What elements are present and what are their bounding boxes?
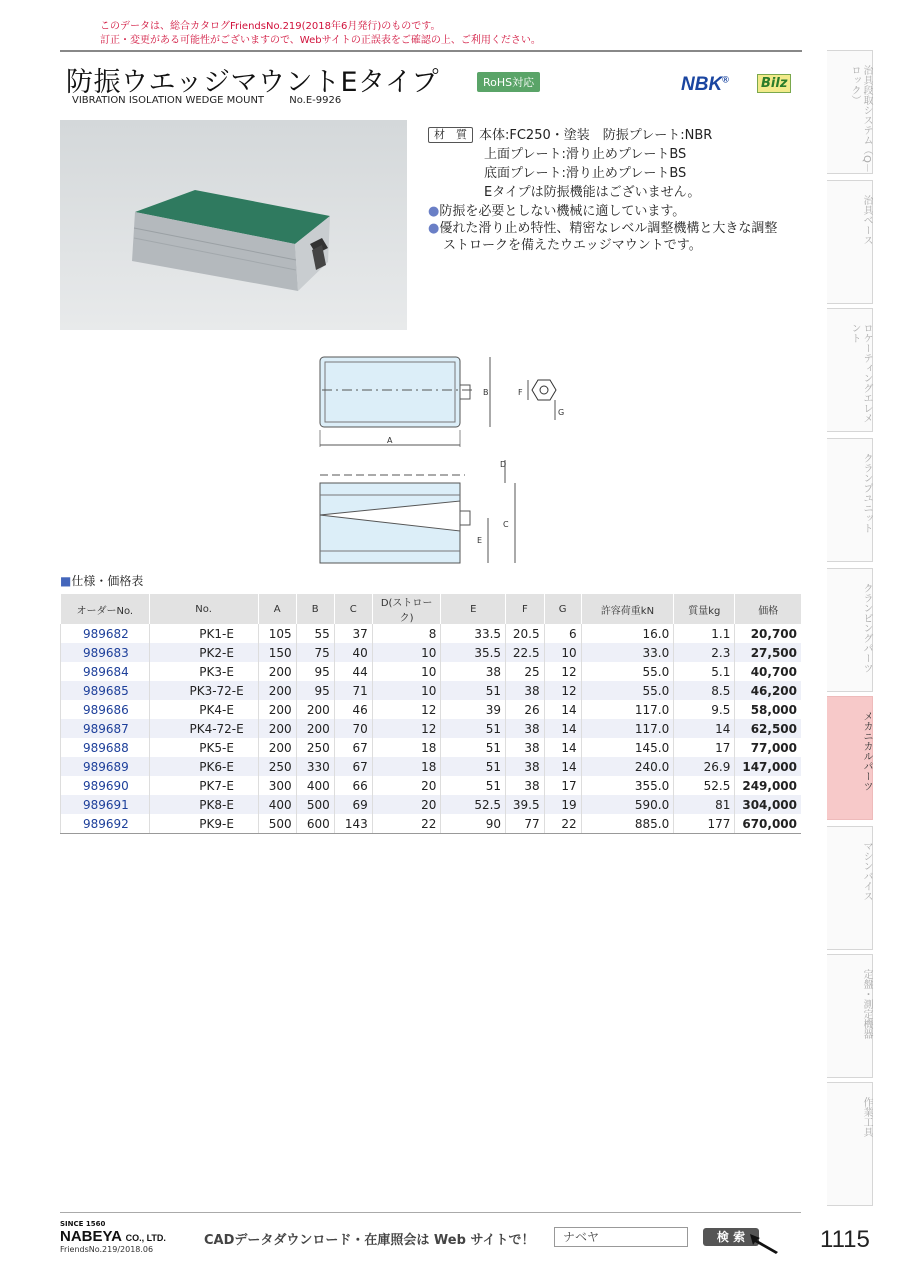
dimension-diagram — [300, 345, 580, 579]
g-cell: 14 — [544, 757, 581, 776]
catalog-number: No.E-9926 — [289, 95, 342, 106]
mass-cell: 81 — [674, 795, 735, 814]
load-cell: 590.0 — [581, 795, 674, 814]
subtitle — [72, 95, 341, 106]
order-no-cell: 989688 — [61, 738, 150, 757]
a-cell: 250 — [258, 757, 296, 776]
notice — [100, 20, 541, 48]
d-cell: 20 — [372, 776, 441, 795]
g-cell: 14 — [544, 719, 581, 738]
registered-mark: ® — [722, 74, 729, 85]
price-cell: 670,000 — [735, 814, 801, 834]
search-button[interactable]: 検 索 — [703, 1228, 759, 1246]
a-cell: 200 — [258, 662, 296, 681]
footer-rule — [60, 1212, 801, 1213]
order-no-cell: 989690 — [61, 776, 150, 795]
g-cell: 19 — [544, 795, 581, 814]
g-cell: 10 — [544, 643, 581, 662]
f-cell: 38 — [506, 681, 545, 700]
table-body — [61, 624, 802, 834]
load-cell: 117.0 — [581, 719, 674, 738]
mass-cell: 1.1 — [674, 624, 735, 643]
order-no-cell: 989692 — [61, 814, 150, 834]
price-cell: 40,700 — [735, 662, 801, 681]
order-no-cell: 989682 — [61, 624, 150, 643]
col-header-no: No. — [149, 594, 258, 624]
no-cell: PK8-E — [149, 795, 258, 814]
search-input[interactable]: ナベヤ — [554, 1227, 688, 1247]
index-tab-label: 治具ベース — [861, 195, 872, 245]
page-title: 防振ウエッジマウントEタイプ — [66, 67, 440, 98]
d-cell: 12 — [372, 700, 441, 719]
b-cell: 500 — [296, 795, 334, 814]
price-cell: 147,000 — [735, 757, 801, 776]
f-cell: 22.5 — [506, 643, 545, 662]
e-cell: 90 — [441, 814, 506, 834]
col-header-f: F — [506, 594, 545, 624]
load-cell: 240.0 — [581, 757, 674, 776]
f-cell: 20.5 — [506, 624, 545, 643]
b-cell: 75 — [296, 643, 334, 662]
no-cell: PK7-E — [149, 776, 258, 795]
col-header-order-no: オーダーNo. — [61, 594, 150, 624]
col-header-load: 許容荷重kN — [581, 594, 674, 624]
table-row — [61, 776, 802, 795]
price-cell: 27,500 — [735, 643, 801, 662]
index-tab[interactable] — [827, 568, 873, 692]
c-cell: 70 — [334, 719, 372, 738]
table-row — [61, 700, 802, 719]
g-cell: 12 — [544, 681, 581, 700]
no-cell: PK9-E — [149, 814, 258, 834]
col-header-e: E — [441, 594, 506, 624]
a-cell: 500 — [258, 814, 296, 834]
company-name: NABEYA — [60, 1228, 122, 1245]
b-cell: 55 — [296, 624, 334, 643]
no-cell: PK3-72-E — [149, 681, 258, 700]
d-cell: 10 — [372, 681, 441, 700]
material-label: 材 質 — [428, 127, 473, 143]
index-tab-label: マシンバイス — [861, 841, 872, 901]
dim-label-e: E — [477, 536, 483, 545]
f-cell: 38 — [506, 738, 545, 757]
mass-cell: 8.5 — [674, 681, 735, 700]
material-line: 底面プレート:滑り止めプレートBS — [484, 166, 687, 181]
d-cell: 10 — [372, 643, 441, 662]
a-cell: 400 — [258, 795, 296, 814]
index-tab[interactable] — [827, 954, 873, 1078]
mass-cell: 2.3 — [674, 643, 735, 662]
b-cell: 250 — [296, 738, 334, 757]
c-cell: 69 — [334, 795, 372, 814]
mass-cell: 9.5 — [674, 700, 735, 719]
material-line: Eタイプは防振機能はございません。 — [484, 185, 701, 200]
price-cell: 62,500 — [735, 719, 801, 738]
product-photo — [60, 120, 407, 330]
order-no-cell: 989687 — [61, 719, 150, 738]
d-cell: 18 — [372, 757, 441, 776]
index-tab[interactable] — [827, 308, 873, 432]
price-cell: 46,200 — [735, 681, 801, 700]
d-cell: 22 — [372, 814, 441, 834]
col-header-a: A — [258, 594, 296, 624]
load-cell: 145.0 — [581, 738, 674, 757]
table-row — [61, 662, 802, 681]
feature-text: 防振を必要としない機械に適しています。 — [439, 204, 686, 219]
d-cell: 10 — [372, 662, 441, 681]
f-cell: 38 — [506, 776, 545, 795]
e-cell: 39 — [441, 700, 506, 719]
table-row — [61, 643, 802, 662]
col-header-price: 価格 — [735, 594, 801, 624]
b-cell: 330 — [296, 757, 334, 776]
f-cell: 25 — [506, 662, 545, 681]
col-header-mass: 質量kg — [674, 594, 735, 624]
index-tab-label: メカニカルパーツ — [861, 711, 872, 791]
b-cell: 95 — [296, 681, 334, 700]
price-cell: 77,000 — [735, 738, 801, 757]
material-spec — [428, 126, 712, 202]
dim-label-b: B — [483, 388, 489, 397]
col-header-c: C — [334, 594, 372, 624]
bullet-icon: ● — [428, 204, 440, 219]
order-no-cell: 989691 — [61, 795, 150, 814]
index-tab[interactable] — [827, 50, 873, 174]
index-tab[interactable] — [827, 1082, 873, 1206]
since-text: SINCE 1560 — [60, 1220, 106, 1228]
bullet-icon: ● — [428, 221, 440, 236]
c-cell: 66 — [334, 776, 372, 795]
table-title-text: 仕様・価格表 — [71, 574, 144, 588]
load-cell: 55.0 — [581, 681, 674, 700]
material-line: 上面プレート:滑り止めプレートBS — [484, 147, 687, 162]
order-no-cell: 989684 — [61, 662, 150, 681]
mass-cell: 14 — [674, 719, 735, 738]
table-row — [61, 719, 802, 738]
dim-label-c: C — [503, 520, 509, 529]
table-header-row — [61, 594, 802, 624]
index-tab-label: クランプユニット — [861, 453, 872, 533]
g-cell: 17 — [544, 776, 581, 795]
e-cell: 52.5 — [441, 795, 506, 814]
dim-label-a: A — [387, 436, 393, 445]
price-cell: 249,000 — [735, 776, 801, 795]
nbk-logo — [681, 74, 729, 96]
table-row — [61, 795, 802, 814]
no-cell: PK2-E — [149, 643, 258, 662]
b-cell: 600 — [296, 814, 334, 834]
nabeya-logo — [60, 1228, 166, 1245]
d-cell: 8 — [372, 624, 441, 643]
rohs-badge: RoHS対応 — [477, 72, 540, 92]
price-cell: 304,000 — [735, 795, 801, 814]
f-cell: 26 — [506, 700, 545, 719]
c-cell: 40 — [334, 643, 372, 662]
b-cell: 95 — [296, 662, 334, 681]
dim-label-f: F — [518, 388, 523, 397]
index-tab-label: 定盤・測定機器 — [861, 969, 872, 1039]
index-tab[interactable] — [827, 826, 873, 950]
features — [428, 203, 777, 254]
e-cell: 35.5 — [441, 643, 506, 662]
table-title — [60, 572, 143, 589]
company-suffix: CO., LTD. — [125, 1233, 166, 1243]
page-number: 1115 — [820, 1226, 870, 1253]
index-tab[interactable] — [827, 180, 873, 304]
cursor-icon — [748, 1232, 782, 1256]
table-row — [61, 624, 802, 643]
price-cell: 58,000 — [735, 700, 801, 719]
no-cell: PK6-E — [149, 757, 258, 776]
e-cell: 51 — [441, 681, 506, 700]
no-cell: PK1-E — [149, 624, 258, 643]
index-tab-label: 作業工具 — [861, 1097, 872, 1137]
load-cell: 16.0 — [581, 624, 674, 643]
a-cell: 200 — [258, 700, 296, 719]
no-cell: PK4-72-E — [149, 719, 258, 738]
c-cell: 46 — [334, 700, 372, 719]
table-row — [61, 681, 802, 700]
dim-label-d: D — [500, 460, 507, 469]
bilz-logo: Bilz — [757, 74, 791, 93]
d-cell: 20 — [372, 795, 441, 814]
subtitle-english: VIBRATION ISOLATION WEDGE MOUNT — [72, 95, 265, 106]
order-no-cell: 989685 — [61, 681, 150, 700]
table-row — [61, 738, 802, 757]
f-cell: 39.5 — [506, 795, 545, 814]
g-cell: 14 — [544, 738, 581, 757]
load-cell: 355.0 — [581, 776, 674, 795]
c-cell: 67 — [334, 757, 372, 776]
order-no-cell: 989683 — [61, 643, 150, 662]
catalog-edition: FriendsNo.219/2018.06 — [60, 1245, 154, 1254]
feature-text: 優れた滑り止め特性、精密なレベル調整機構と大きな調整 — [439, 221, 778, 236]
wedge-mount-image — [60, 120, 407, 330]
e-cell: 51 — [441, 776, 506, 795]
nbk-logo-text: NBK — [681, 74, 723, 95]
load-cell: 885.0 — [581, 814, 674, 834]
spec-price-table — [60, 594, 801, 834]
e-cell: 51 — [441, 719, 506, 738]
no-cell: PK4-E — [149, 700, 258, 719]
col-header-d: D(ストローク) — [372, 594, 441, 624]
f-cell: 77 — [506, 814, 545, 834]
feature-text: ストロークを備えたウエッジマウントです。 — [443, 238, 702, 253]
e-cell: 51 — [441, 757, 506, 776]
c-cell: 37 — [334, 624, 372, 643]
no-cell: PK3-E — [149, 662, 258, 681]
a-cell: 300 — [258, 776, 296, 795]
title-rule — [60, 50, 802, 52]
notice-line-2: 訂正・変更がある可能性がございますので、Webサイトの正誤表をご確認の上、ご利用ください。 — [100, 35, 541, 46]
order-no-cell: 989686 — [61, 700, 150, 719]
e-cell: 51 — [441, 738, 506, 757]
a-cell: 200 — [258, 681, 296, 700]
b-cell: 200 — [296, 719, 334, 738]
index-tab-label: クランピングパーツ — [861, 583, 872, 673]
c-cell: 143 — [334, 814, 372, 834]
a-cell: 200 — [258, 719, 296, 738]
no-cell: PK5-E — [149, 738, 258, 757]
price-cell: 20,700 — [735, 624, 801, 643]
g-cell: 22 — [544, 814, 581, 834]
f-cell: 38 — [506, 757, 545, 776]
section-marker-icon: ■ — [60, 574, 72, 588]
c-cell: 71 — [334, 681, 372, 700]
table-row — [61, 814, 802, 834]
dim-label-g: G — [558, 408, 565, 417]
index-tab[interactable] — [827, 696, 873, 820]
d-cell: 18 — [372, 738, 441, 757]
col-header-b: B — [296, 594, 334, 624]
g-cell: 12 — [544, 662, 581, 681]
d-cell: 12 — [372, 719, 441, 738]
table-row — [61, 757, 802, 776]
cad-download-text: CADデータダウンロード・在庫照会は Web サイトで！ — [204, 1233, 535, 1248]
order-no-cell: 989689 — [61, 757, 150, 776]
load-cell: 117.0 — [581, 700, 674, 719]
c-cell: 44 — [334, 662, 372, 681]
g-cell: 14 — [544, 700, 581, 719]
f-cell: 38 — [506, 719, 545, 738]
b-cell: 200 — [296, 700, 334, 719]
a-cell: 105 — [258, 624, 296, 643]
mass-cell: 17 — [674, 738, 735, 757]
g-cell: 6 — [544, 624, 581, 643]
mass-cell: 52.5 — [674, 776, 735, 795]
e-cell: 38 — [441, 662, 506, 681]
mass-cell: 5.1 — [674, 662, 735, 681]
a-cell: 150 — [258, 643, 296, 662]
material-line: 本体:FC250・塗装 防振プレート:NBR — [479, 128, 713, 143]
c-cell: 67 — [334, 738, 372, 757]
index-tab[interactable] — [827, 438, 873, 562]
b-cell: 400 — [296, 776, 334, 795]
index-tab-label: 治具段取システム（Q－ロック） — [849, 65, 872, 173]
load-cell: 55.0 — [581, 662, 674, 681]
index-tab-label: ロケーティングエレメント — [849, 323, 872, 423]
load-cell: 33.0 — [581, 643, 674, 662]
notice-line-1: このデータは、総合カタログFriendsNo.219(2018年6月発行)のものです。 — [100, 21, 441, 32]
mass-cell: 26.9 — [674, 757, 735, 776]
a-cell: 200 — [258, 738, 296, 757]
e-cell: 33.5 — [441, 624, 506, 643]
mass-cell: 177 — [674, 814, 735, 834]
col-header-g: G — [544, 594, 581, 624]
